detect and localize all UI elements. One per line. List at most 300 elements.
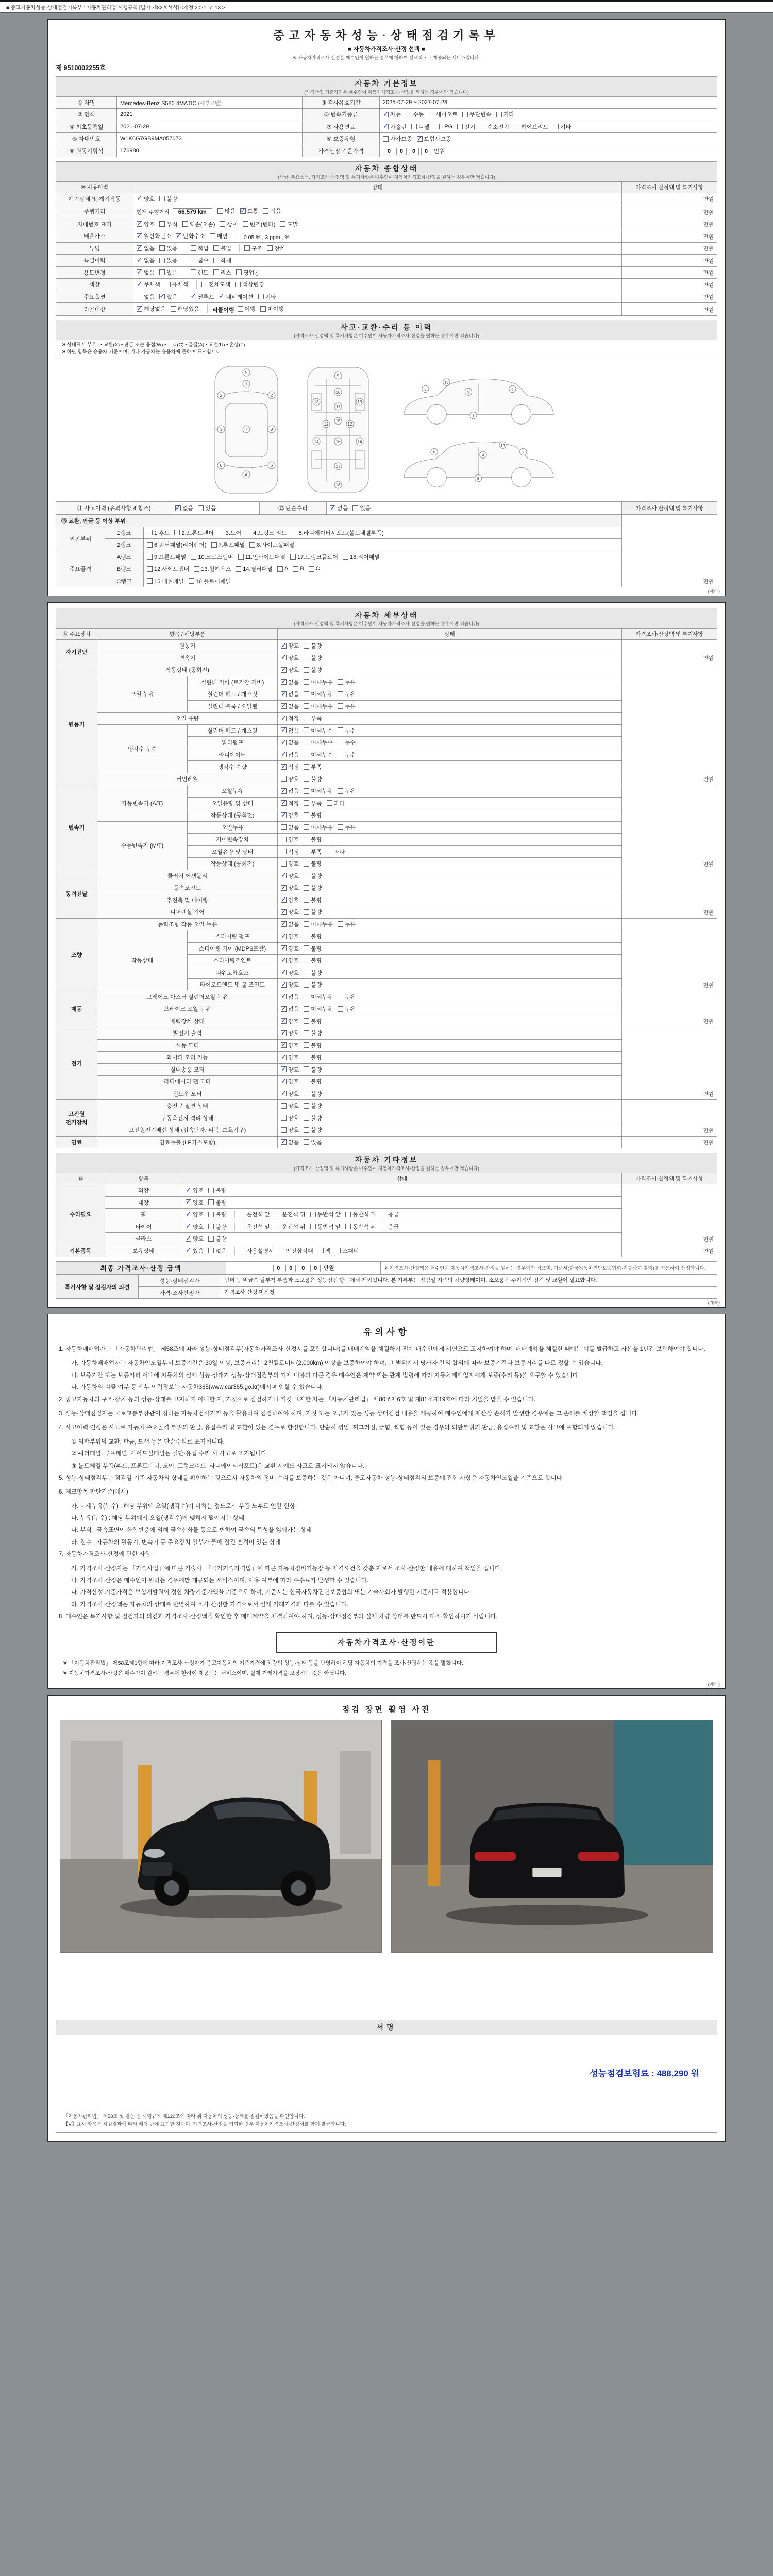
checkbox-icon[interactable] — [304, 727, 309, 733]
checkbox-icon[interactable] — [186, 1212, 191, 1217]
option-LPG[interactable] — [434, 124, 452, 130]
checkbox-icon[interactable] — [304, 1006, 309, 1012]
option-과다[interactable] — [327, 848, 345, 856]
option-도말[interactable] — [280, 220, 298, 228]
option-누유[interactable] — [338, 678, 356, 686]
option-있음[interactable] — [159, 293, 177, 301]
checkbox-icon[interactable] — [411, 124, 417, 129]
checkbox-icon[interactable] — [304, 897, 309, 903]
checkbox-icon[interactable] — [318, 1248, 324, 1253]
option-불량[interactable] — [304, 896, 322, 904]
checkbox-icon[interactable] — [335, 1248, 341, 1253]
option-화재[interactable] — [213, 256, 231, 264]
option-기타[interactable] — [258, 293, 276, 301]
option-없음[interactable] — [281, 823, 299, 832]
option-17.트렁크플로어[interactable] — [290, 553, 338, 561]
checkbox-icon[interactable] — [304, 1055, 309, 1060]
checkbox-icon[interactable] — [281, 1127, 287, 1133]
checkbox-icon[interactable] — [147, 530, 153, 535]
option-운전석 앞[interactable] — [240, 1210, 271, 1218]
checkbox-icon[interactable] — [281, 958, 287, 963]
checkbox-icon[interactable] — [381, 1212, 386, 1217]
option-운전석 뒤[interactable] — [275, 1210, 306, 1218]
option-불량[interactable] — [304, 956, 322, 964]
checkbox-icon[interactable] — [281, 727, 287, 733]
option-1.후드[interactable] — [147, 529, 170, 537]
option-양호[interactable] — [281, 1090, 299, 1098]
option-영업용[interactable] — [236, 268, 260, 277]
checkbox-icon[interactable] — [480, 124, 485, 129]
option-2.프론트펜더[interactable] — [174, 529, 213, 537]
option-양호[interactable] — [281, 980, 299, 989]
option-자동[interactable] — [383, 110, 401, 118]
checkbox-icon[interactable] — [159, 294, 165, 299]
checkbox-icon[interactable] — [327, 849, 332, 854]
option-9.프론트패널[interactable] — [147, 553, 186, 561]
checkbox-icon[interactable] — [304, 740, 309, 745]
checkbox-icon[interactable] — [304, 764, 309, 770]
option-누유[interactable] — [338, 690, 356, 698]
checkbox-icon[interactable] — [281, 934, 287, 939]
checkbox-icon[interactable] — [429, 112, 434, 117]
checkbox-icon[interactable] — [338, 752, 343, 757]
option-누유[interactable] — [338, 823, 356, 832]
option-양호[interactable] — [281, 811, 299, 819]
checkbox-icon[interactable] — [281, 982, 287, 988]
checkbox-icon[interactable] — [281, 1030, 287, 1036]
option-7.루프패널[interactable] — [211, 540, 245, 549]
checkbox-icon[interactable] — [246, 530, 251, 535]
option-무단변속[interactable] — [462, 110, 492, 118]
option-C[interactable] — [309, 566, 320, 572]
checkbox-icon[interactable] — [186, 1236, 191, 1242]
checkbox-icon[interactable] — [240, 1212, 245, 1217]
checkbox-icon[interactable] — [220, 221, 225, 227]
checkbox-icon[interactable] — [186, 1188, 191, 1193]
option-양호[interactable] — [281, 641, 299, 650]
checkbox-icon[interactable] — [304, 691, 309, 697]
option-적법[interactable] — [191, 244, 209, 252]
checkbox-icon[interactable] — [281, 1055, 287, 1060]
checkbox-icon[interactable] — [208, 1199, 214, 1205]
checkbox-icon[interactable] — [304, 776, 309, 782]
checkbox-icon[interactable] — [249, 542, 255, 548]
checkbox-icon[interactable] — [175, 505, 181, 511]
option-있음[interactable] — [304, 1138, 322, 1146]
option-양호[interactable] — [281, 775, 299, 783]
option-없음[interactable] — [137, 244, 155, 252]
option-양호[interactable] — [281, 932, 299, 940]
checkbox-icon[interactable] — [304, 1139, 309, 1145]
checkbox-icon[interactable] — [165, 282, 171, 287]
option-디젤[interactable] — [411, 123, 429, 131]
option-기타[interactable] — [553, 123, 571, 131]
checkbox-icon[interactable] — [277, 566, 283, 572]
option-누수[interactable] — [338, 726, 356, 735]
checkbox-icon[interactable] — [186, 1224, 191, 1229]
checkbox-icon[interactable] — [281, 788, 287, 794]
option-리스[interactable] — [213, 268, 231, 277]
checkbox-icon[interactable] — [137, 269, 142, 275]
checkbox-icon[interactable] — [281, 1079, 287, 1084]
option-사용설명서[interactable] — [240, 1247, 274, 1255]
checkbox-icon[interactable] — [281, 679, 287, 685]
checkbox-icon[interactable] — [235, 282, 241, 287]
option-불량[interactable] — [304, 1126, 322, 1134]
option-양호[interactable] — [281, 835, 299, 843]
option-15.대쉬패널[interactable] — [147, 577, 184, 585]
checkbox-icon[interactable] — [304, 655, 309, 660]
checkbox-icon[interactable] — [281, 740, 287, 745]
checkbox-icon[interactable] — [553, 124, 559, 129]
checkbox-icon[interactable] — [159, 221, 165, 227]
option-미세누유[interactable] — [304, 690, 333, 698]
checkbox-icon[interactable] — [211, 542, 217, 548]
checkbox-icon[interactable] — [281, 776, 287, 782]
option-13.휠하우스[interactable] — [194, 565, 231, 573]
option-양호[interactable] — [281, 896, 299, 904]
option-수동[interactable] — [406, 110, 424, 118]
checkbox-icon[interactable] — [304, 800, 309, 806]
checkbox-icon[interactable] — [304, 994, 309, 999]
checkbox-icon[interactable] — [304, 1079, 309, 1084]
checkbox-icon[interactable] — [281, 667, 287, 673]
checkbox-icon[interactable] — [304, 1042, 309, 1048]
option-부족[interactable] — [304, 848, 322, 856]
checkbox-icon[interactable] — [201, 282, 207, 287]
checkbox-icon[interactable] — [304, 982, 309, 988]
option-자가보증[interactable] — [383, 134, 412, 143]
option-불량[interactable] — [208, 1210, 226, 1218]
option-불량[interactable] — [304, 944, 322, 953]
checkbox-icon[interactable] — [304, 1127, 309, 1133]
checkbox-icon[interactable] — [281, 909, 287, 915]
option-전기[interactable] — [457, 123, 475, 131]
option-12.사이드멤버[interactable] — [147, 565, 189, 573]
option-세미오토[interactable] — [429, 110, 458, 118]
checkbox-icon[interactable] — [191, 258, 196, 263]
checkbox-icon[interactable] — [213, 245, 219, 251]
option-미이행[interactable] — [260, 304, 284, 313]
option-양호[interactable] — [281, 969, 299, 977]
option-불량[interactable] — [208, 1198, 226, 1207]
checkbox-icon[interactable] — [281, 1103, 287, 1109]
checkbox-icon[interactable] — [194, 566, 199, 572]
option-불량[interactable] — [304, 641, 322, 650]
checkbox-icon[interactable] — [213, 269, 219, 275]
checkbox-icon[interactable] — [240, 1224, 245, 1229]
option-양호[interactable] — [137, 220, 155, 228]
checkbox-icon[interactable] — [281, 691, 287, 697]
option-양호[interactable] — [281, 1029, 299, 1037]
option-불량[interactable] — [304, 859, 322, 868]
checkbox-icon[interactable] — [338, 921, 343, 927]
option-가솔린[interactable] — [383, 123, 407, 131]
checkbox-icon[interactable] — [210, 233, 215, 239]
checkbox-icon[interactable] — [304, 1091, 309, 1096]
option-해당없음[interactable] — [137, 304, 166, 313]
checkbox-icon[interactable] — [281, 800, 287, 806]
checkbox-icon[interactable] — [281, 837, 287, 842]
checkbox-icon[interactable] — [304, 1030, 309, 1036]
option-없음[interactable] — [137, 268, 155, 277]
checkbox-icon[interactable] — [457, 124, 463, 129]
option-누유[interactable] — [338, 1005, 356, 1013]
option-불량[interactable] — [304, 1065, 322, 1074]
option-미세누유[interactable] — [304, 678, 333, 686]
option-없음[interactable] — [175, 504, 193, 512]
option-A[interactable] — [277, 566, 288, 572]
checkbox-icon[interactable] — [352, 505, 358, 511]
checkbox-icon[interactable] — [304, 643, 309, 649]
option-운전석 앞[interactable] — [240, 1223, 271, 1231]
option-누수[interactable] — [338, 738, 356, 747]
checkbox-icon[interactable] — [191, 245, 196, 251]
checkbox-icon[interactable] — [171, 306, 176, 312]
option-양호[interactable] — [281, 956, 299, 964]
option-미세누유[interactable] — [304, 823, 333, 832]
checkbox-icon[interactable] — [147, 578, 153, 584]
option-있음[interactable] — [198, 504, 216, 512]
checkbox-icon[interactable] — [198, 505, 204, 511]
option-기타[interactable] — [496, 110, 514, 118]
checkbox-icon[interactable] — [304, 970, 309, 975]
option-있음[interactable] — [159, 268, 177, 277]
checkbox-icon[interactable] — [137, 258, 142, 263]
checkbox-icon[interactable] — [186, 1248, 191, 1253]
option-양호[interactable] — [281, 1101, 299, 1110]
option-양호[interactable] — [137, 195, 155, 203]
option-동반석 뒤[interactable] — [345, 1223, 376, 1231]
checkbox-icon[interactable] — [338, 679, 343, 685]
option-11.인사이드패널[interactable] — [238, 553, 285, 561]
option-6.쿼터패널(리어펜더)[interactable] — [147, 540, 207, 549]
checkbox-icon[interactable] — [137, 233, 142, 239]
option-불량[interactable] — [304, 908, 322, 916]
checkbox-icon[interactable] — [304, 861, 309, 867]
option-불량[interactable] — [304, 884, 322, 892]
checkbox-icon[interactable] — [304, 934, 309, 939]
checkbox-icon[interactable] — [304, 837, 309, 842]
option-부식[interactable] — [159, 220, 177, 228]
checkbox-icon[interactable] — [258, 294, 264, 299]
checkbox-icon[interactable] — [147, 566, 153, 572]
checkbox-icon[interactable] — [208, 1224, 214, 1229]
option-불량[interactable] — [208, 1223, 226, 1231]
checkbox-icon[interactable] — [304, 849, 309, 854]
option-변조(변타)[interactable] — [243, 220, 276, 228]
checkbox-icon[interactable] — [280, 221, 285, 227]
checkbox-icon[interactable] — [281, 716, 287, 721]
checkbox-icon[interactable] — [137, 294, 142, 299]
option-양호[interactable] — [186, 1210, 204, 1218]
option-양호[interactable] — [186, 1223, 204, 1231]
checkbox-icon[interactable] — [338, 691, 343, 697]
option-불량[interactable] — [304, 654, 322, 662]
checkbox-icon[interactable] — [208, 1236, 214, 1242]
checkbox-icon[interactable] — [281, 945, 287, 951]
checkbox-icon[interactable] — [176, 233, 181, 239]
checkbox-icon[interactable] — [292, 530, 297, 535]
option-적정[interactable] — [281, 848, 299, 856]
option-10.크로스멤버[interactable] — [191, 553, 233, 561]
option-양호[interactable] — [281, 908, 299, 916]
checkbox-icon[interactable] — [236, 566, 241, 572]
checkbox-icon[interactable] — [304, 1115, 309, 1121]
checkbox-icon[interactable] — [240, 1248, 245, 1253]
option-스패너[interactable] — [335, 1247, 359, 1255]
option-불량[interactable] — [304, 1029, 322, 1037]
option-불량[interactable] — [304, 775, 322, 783]
option-잭[interactable] — [318, 1247, 331, 1255]
checkbox-icon[interactable] — [281, 885, 287, 891]
option-하이브리드[interactable] — [514, 123, 548, 131]
option-해당있음[interactable] — [171, 304, 200, 313]
option-전체도색[interactable] — [201, 280, 231, 289]
checkbox-icon[interactable] — [182, 221, 188, 227]
option-8.사이드실패널[interactable] — [249, 540, 294, 549]
option-양호[interactable] — [186, 1234, 204, 1243]
checkbox-icon[interactable] — [159, 245, 165, 251]
checkbox-icon[interactable] — [279, 1248, 284, 1253]
option-매연[interactable] — [210, 232, 228, 240]
checkbox-icon[interactable] — [137, 221, 142, 227]
checkbox-icon[interactable] — [236, 269, 242, 275]
checkbox-icon[interactable] — [304, 716, 309, 721]
checkbox-icon[interactable] — [310, 1212, 316, 1217]
checkbox-icon[interactable] — [137, 245, 142, 251]
option-3.도어[interactable] — [219, 529, 241, 537]
checkbox-icon[interactable] — [330, 505, 335, 511]
option-네비게이션[interactable] — [219, 293, 253, 301]
checkbox-icon[interactable] — [281, 970, 287, 975]
checkbox-icon[interactable] — [304, 1103, 309, 1109]
checkbox-icon[interactable] — [281, 752, 287, 757]
checkbox-icon[interactable] — [281, 1018, 287, 1024]
checkbox-icon[interactable] — [281, 824, 287, 830]
option-불량[interactable] — [304, 969, 322, 977]
option-14.필러패널[interactable] — [236, 565, 273, 573]
option-미세누유[interactable] — [304, 702, 333, 710]
option-불법[interactable] — [213, 244, 231, 252]
option-불량[interactable] — [304, 1041, 322, 1049]
option-부족[interactable] — [304, 714, 322, 722]
option-불량[interactable] — [304, 1017, 322, 1025]
checkbox-icon[interactable] — [191, 294, 196, 299]
checkbox-icon[interactable] — [159, 196, 165, 201]
option-없음[interactable] — [281, 690, 299, 698]
option-동반석 뒤[interactable] — [345, 1210, 376, 1218]
checkbox-icon[interactable] — [327, 800, 332, 806]
option-미세누수[interactable] — [304, 726, 333, 735]
option-양호[interactable] — [281, 666, 299, 674]
checkbox-icon[interactable] — [304, 945, 309, 951]
option-없음[interactable] — [281, 751, 299, 759]
checkbox-icon[interactable] — [186, 1199, 191, 1205]
option-미세누수[interactable] — [304, 751, 333, 759]
option-무채색[interactable] — [137, 280, 160, 289]
option-누유[interactable] — [338, 993, 356, 1001]
option-없음[interactable] — [208, 1247, 226, 1255]
option-없음[interactable] — [137, 256, 155, 264]
option-없음[interactable] — [281, 726, 299, 735]
option-없음[interactable] — [330, 504, 348, 512]
checkbox-icon[interactable] — [304, 824, 309, 830]
checkbox-icon[interactable] — [381, 1224, 386, 1229]
option-누유[interactable] — [338, 920, 356, 928]
option-양호[interactable] — [281, 944, 299, 953]
option-불량[interactable] — [304, 1053, 322, 1061]
checkbox-icon[interactable] — [243, 221, 248, 227]
checkbox-icon[interactable] — [290, 554, 296, 560]
checkbox-icon[interactable] — [281, 1115, 287, 1121]
checkbox-icon[interactable] — [304, 873, 309, 878]
checkbox-icon[interactable] — [147, 542, 153, 548]
checkbox-icon[interactable] — [309, 566, 314, 572]
option-미세누유[interactable] — [304, 787, 333, 795]
checkbox-icon[interactable] — [208, 1248, 214, 1253]
option-B[interactable] — [293, 566, 304, 572]
option-상이[interactable] — [220, 220, 238, 228]
checkbox-icon[interactable] — [137, 196, 142, 201]
checkbox-icon[interactable] — [260, 306, 266, 312]
checkbox-icon[interactable] — [304, 679, 309, 685]
option-누유[interactable] — [338, 787, 356, 795]
checkbox-icon[interactable] — [191, 554, 196, 560]
option-보통[interactable] — [240, 207, 258, 215]
checkbox-icon[interactable] — [338, 994, 343, 999]
option-없음[interactable] — [281, 1138, 299, 1146]
checkbox-icon[interactable] — [191, 269, 196, 275]
option-있음[interactable] — [159, 256, 177, 264]
option-미세누유[interactable] — [304, 993, 333, 1001]
option-응급[interactable] — [381, 1223, 399, 1231]
checkbox-icon[interactable] — [281, 1139, 287, 1145]
option-양호[interactable] — [281, 859, 299, 868]
checkbox-icon[interactable] — [496, 112, 502, 117]
checkbox-icon[interactable] — [219, 530, 224, 535]
checkbox-icon[interactable] — [174, 530, 180, 535]
option-있음[interactable] — [159, 244, 177, 252]
option-일산화탄소[interactable] — [137, 232, 171, 240]
checkbox-icon[interactable] — [338, 1006, 343, 1012]
checkbox-icon[interactable] — [263, 208, 268, 214]
checkbox-icon[interactable] — [213, 258, 219, 263]
checkbox-icon[interactable] — [304, 812, 309, 818]
checkbox-icon[interactable] — [338, 788, 343, 794]
option-양호[interactable] — [281, 1126, 299, 1134]
checkbox-icon[interactable] — [310, 1224, 316, 1229]
option-과다[interactable] — [327, 799, 345, 807]
option-없음[interactable] — [137, 293, 155, 301]
checkbox-icon[interactable] — [281, 921, 287, 927]
option-수소전기[interactable] — [480, 123, 509, 131]
option-없음[interactable] — [281, 920, 299, 928]
checkbox-icon[interactable] — [147, 554, 153, 560]
option-불량[interactable] — [304, 872, 322, 880]
checkbox-icon[interactable] — [281, 1066, 287, 1072]
option-5.라디에이터서포트(볼트체결부품)[interactable] — [292, 529, 384, 537]
checkbox-icon[interactable] — [281, 764, 287, 770]
option-미세누유[interactable] — [304, 1005, 333, 1013]
option-양호[interactable] — [281, 1017, 299, 1025]
option-양호[interactable] — [186, 1186, 204, 1194]
option-적정[interactable] — [281, 799, 299, 807]
checkbox-icon[interactable] — [304, 703, 309, 709]
option-누수[interactable] — [338, 751, 356, 759]
option-불량[interactable] — [304, 1090, 322, 1098]
option-양호[interactable] — [281, 1065, 299, 1074]
